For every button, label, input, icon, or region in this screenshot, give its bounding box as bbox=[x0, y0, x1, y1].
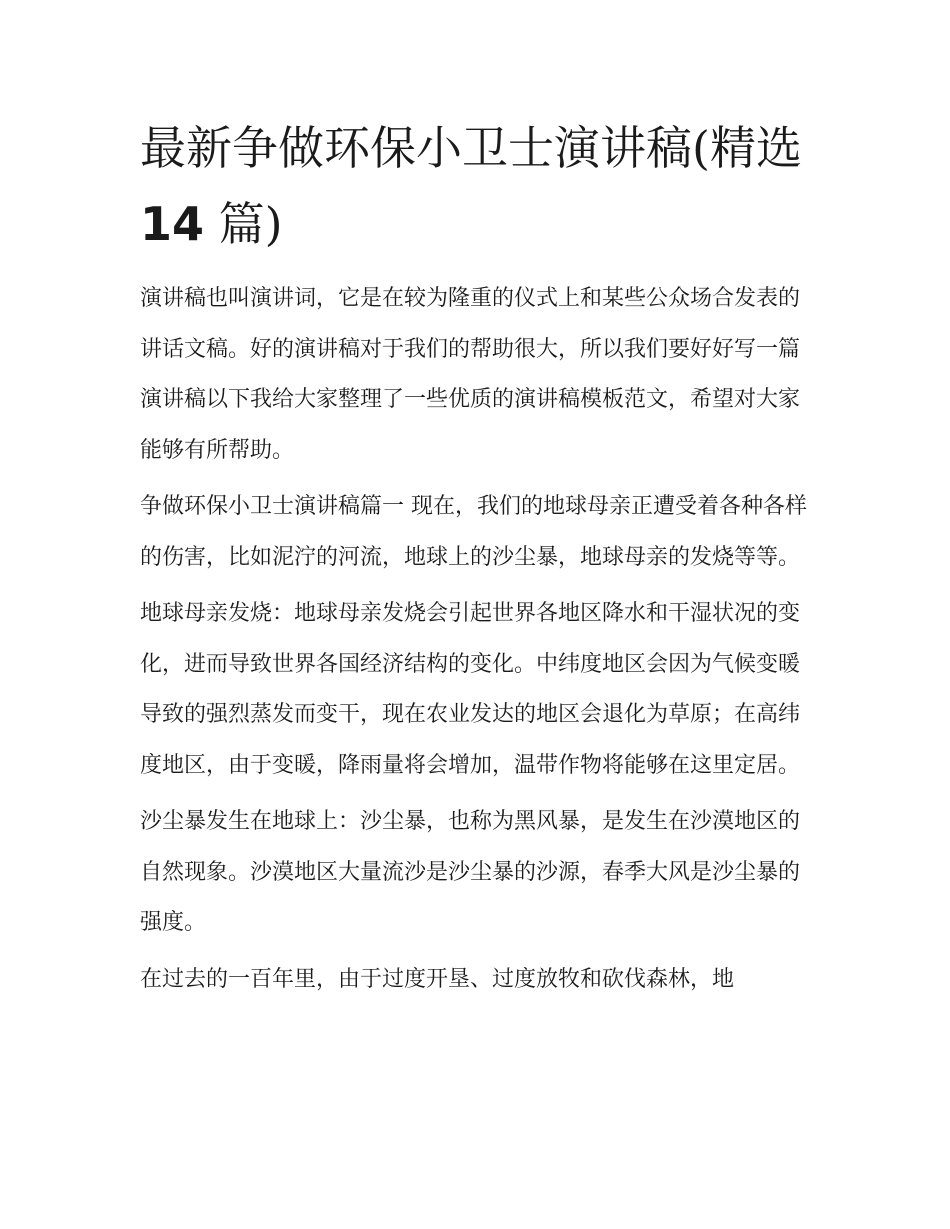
title-text: 最新争做环保小卫士演讲稿(精选 bbox=[140, 121, 802, 175]
intro-paragraph: 演讲稿也叫演讲词，它是在较为隆重的仪式上和某些公众场合发表的讲话文稿。好的演讲稿对于我们的帮助很大，所以我们要好好写一篇演讲稿以下我给大家整理了一些优质的演讲稿模板范文，希望对大家能够有所帮助。 bbox=[140, 286, 801, 463]
title-suffix: 篇) bbox=[218, 197, 283, 251]
sandstorm-paragraph: 沙尘暴发生在地球上：沙尘暴，也称为黑风暴，是发生在沙漠地区的自然现象。沙漠地区大量流沙是沙尘暴的沙源，春季大风是沙尘暴的强度。 bbox=[140, 809, 801, 935]
earth-fever-paragraph: 地球母亲发烧：地球母亲发烧会引起世界各地区降水和干湿状况的变化，进而导致世界各国经济结构的变化。中纬度地区会因为气候变暖导致的强烈蒸发而变干，现在农业发达的地区会退化为草原；在高纬度地区，由于变暖，降雨量将会增加，温带作物将能够在这里定居。 bbox=[140, 601, 801, 778]
history-paragraph: 在过去的一百年里，由于过度开垦、过度放牧和砍伐森林，地 bbox=[140, 966, 735, 992]
title-number: 14 bbox=[140, 197, 205, 251]
section-one-paragraph: 争做环保小卫士演讲稿篇一 现在，我们的地球母亲正遭受着各种各样的伤害，比如泥泞的河流，地球上的沙尘暴，地球母亲的发烧等等。 bbox=[140, 494, 807, 570]
document-page bbox=[140, 110, 812, 1011]
document-title bbox=[140, 110, 812, 262]
